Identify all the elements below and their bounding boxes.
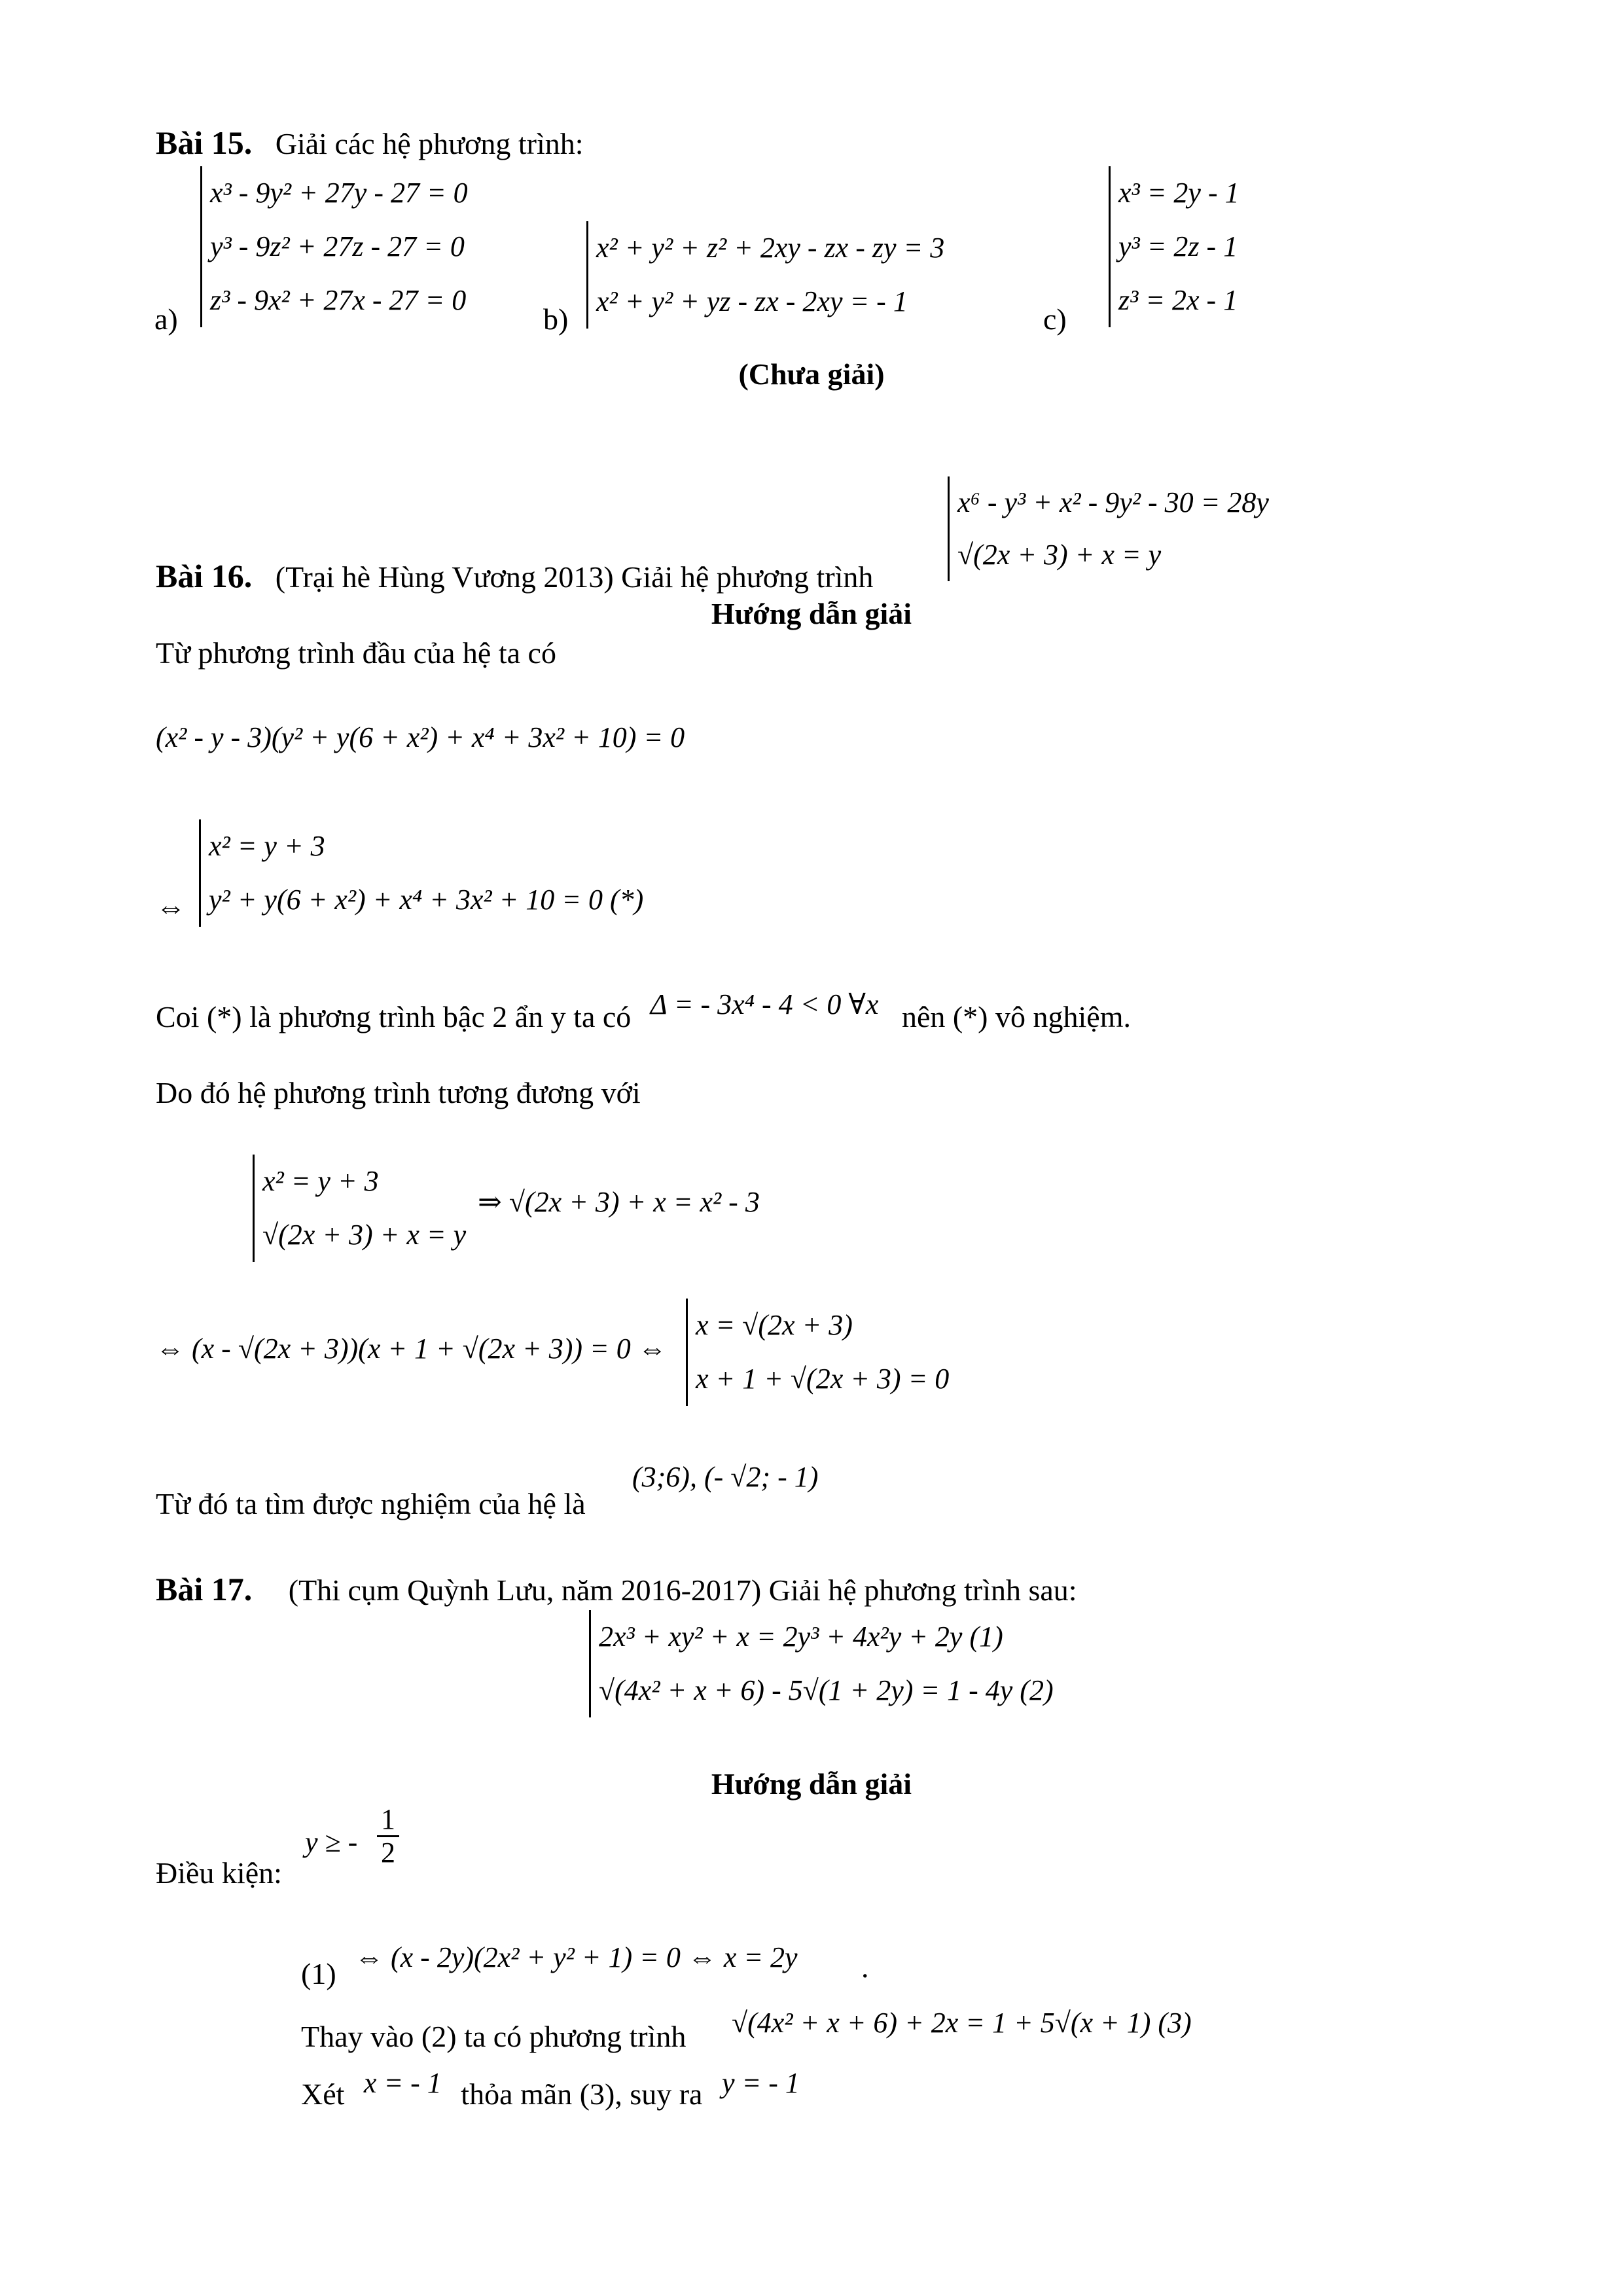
bai16-system — [948, 476, 1269, 581]
bai16-coi-before: Coi (*) là phương trình bậc 2 ẩn y ta có — [156, 1000, 632, 1033]
bai15-c-eq-1: x³ = 2y - 1 — [1118, 177, 1240, 209]
bai16-delta: Δ = - 3x⁴ - 4 < 0 ∀x — [650, 988, 879, 1020]
bai17-step2-eq: √(4x² + x + 6) + 2x = 1 + 5√(x + 1) (3) — [732, 2007, 1192, 2039]
bai16-coi-line — [156, 988, 1131, 1035]
bai16-label: Bài 16. — [156, 558, 253, 594]
bai16-system-eq-2: √(2x + 3) + x = y — [957, 539, 1162, 571]
bai17-label: Bài 17. — [156, 1571, 253, 1607]
bai15-c-eq-3: z³ = 2x - 1 — [1118, 284, 1238, 316]
bai17-condition-numerator: 1 — [377, 1804, 399, 1837]
bai17-step3-y: y = - 1 — [721, 2067, 800, 2099]
bai16-system-eq-1: x⁶ - y³ + x² - 9y² - 30 = 28y — [957, 486, 1269, 518]
bai17-step1-dot: . — [861, 1950, 869, 1984]
bai15-a-eq-1: x³ - 9y² + 27y - 27 = 0 — [210, 177, 468, 209]
bai17-condition-label: Điều kiện: — [156, 1856, 282, 1890]
bai17-system — [589, 1610, 1054, 1717]
bai15-prompt: Giải các hệ phương trình: — [275, 127, 584, 160]
bai16-split-eq-1: x² = y + 3 — [209, 830, 325, 862]
bai16-heading — [156, 558, 873, 596]
bai16-coi-after: nên (*) vô nghiệm. — [901, 1000, 1131, 1033]
bai16-sys3-eq-2: x + 1 + √(2x + 3) = 0 — [696, 1363, 950, 1395]
bai16-line1: Từ phương trình đầu của hệ ta có — [156, 636, 556, 670]
bai15-system-a — [200, 166, 468, 327]
bai15-a-eq-3: z³ - 9x² + 27x - 27 = 0 — [210, 284, 467, 316]
bai15-c-eq-2: y³ = 2z - 1 — [1118, 230, 1238, 262]
bai16-result-value: (3;6), (- √2; - 1) — [632, 1461, 819, 1493]
bai16-sys2-eq-2: √(2x + 3) + x = y — [262, 1219, 467, 1251]
bai17-step3-line — [301, 2067, 800, 2112]
bai15-system-c — [1109, 166, 1240, 327]
bai16-implies: ⇒ √(2x + 3) + x = x² - 3 — [478, 1186, 760, 1218]
bai16-sys3-eq-1: x = √(2x + 3) — [696, 1309, 853, 1341]
bai17-condition-lhs: y ≥ - — [305, 1826, 358, 1858]
bai15-a-label: a) — [154, 302, 178, 336]
bai16-system-3 — [686, 1299, 949, 1406]
bai16-equiv-symbol: ⇔ — [156, 890, 186, 924]
bai17-step2-text: Thay vào (2) ta có phương trình — [301, 2020, 687, 2053]
bai15-b-label: b) — [543, 302, 569, 336]
bai16-sys2-eq-1: x² = y + 3 — [262, 1165, 379, 1197]
bai17-heading — [156, 1571, 1077, 1609]
bai17-guide-title: Hướng dẫn giải — [711, 1767, 912, 1801]
bai15-b-eq-2: x² + y² + yz - zx - 2xy = - 1 — [596, 285, 908, 317]
bai17-system-eq-1: 2x³ + xy² + x = 2y³ + 4x²y + 2y (1) — [599, 1621, 1003, 1653]
bai15-heading — [156, 124, 584, 162]
bai16-split-eq-2: y² + y(6 + x²) + x⁴ + 3x² + 10 = 0 (*) — [209, 884, 644, 916]
bai16-guide-title: Hướng dẫn giải — [711, 597, 912, 630]
bai17-step3-b: thỏa mãn (3), suy ra — [461, 2077, 703, 2111]
bai17-system-eq-2: √(4x² + x + 6) - 5√(1 + 2y) = 1 - 4y (2) — [599, 1674, 1054, 1706]
bai17-condition-denominator: 2 — [381, 1837, 395, 1869]
bai16-split-system — [199, 819, 643, 927]
bai16-prompt: (Trại hè Hùng Vương 2013) Giải hệ phương trình — [275, 560, 874, 594]
bai16-result-text: Từ đó ta tìm được nghiệm của hệ là — [156, 1487, 586, 1520]
bai17-step1: ⇔ (x - 2y)(2x² + y² + 1) = 0 ⇔ x = 2y — [355, 1941, 798, 1973]
bai17-condition-fraction — [377, 1804, 399, 1869]
bai15-a-eq-2: y³ - 9z² + 27z - 27 = 0 — [210, 230, 465, 262]
bai15-label: Bài 15. — [156, 124, 253, 161]
bai15-c-label: c) — [1043, 302, 1067, 336]
bai17-step3-x: x = - 1 — [363, 2067, 442, 2099]
bai16-product: ⇔ (x - √(2x + 3))(x + 1 + √(2x + 3)) = 0 ⇔ — [156, 1333, 667, 1365]
bai16-doido-line: Do đó hệ phương trình tương đương với — [156, 1076, 641, 1109]
bai16-system-2 — [253, 1155, 466, 1262]
bai15-system-b — [586, 221, 944, 329]
bai17-prompt: (Thi cụm Quỳnh Lưu, năm 2016-2017) Giải hệ phương trình sau: — [288, 1573, 1077, 1607]
bai15-status: (Chưa giải) — [738, 357, 885, 391]
bai17-step1-label: (1) — [301, 1957, 336, 1990]
bai17-step3-a: Xét — [301, 2077, 345, 2111]
bai16-factored: (x² - y - 3)(y² + y(6 + x²) + x⁴ + 3x² + 10) = 0 — [156, 721, 685, 753]
bai15-b-eq-1: x² + y² + z² + 2xy - zx - zy = 3 — [596, 232, 945, 264]
